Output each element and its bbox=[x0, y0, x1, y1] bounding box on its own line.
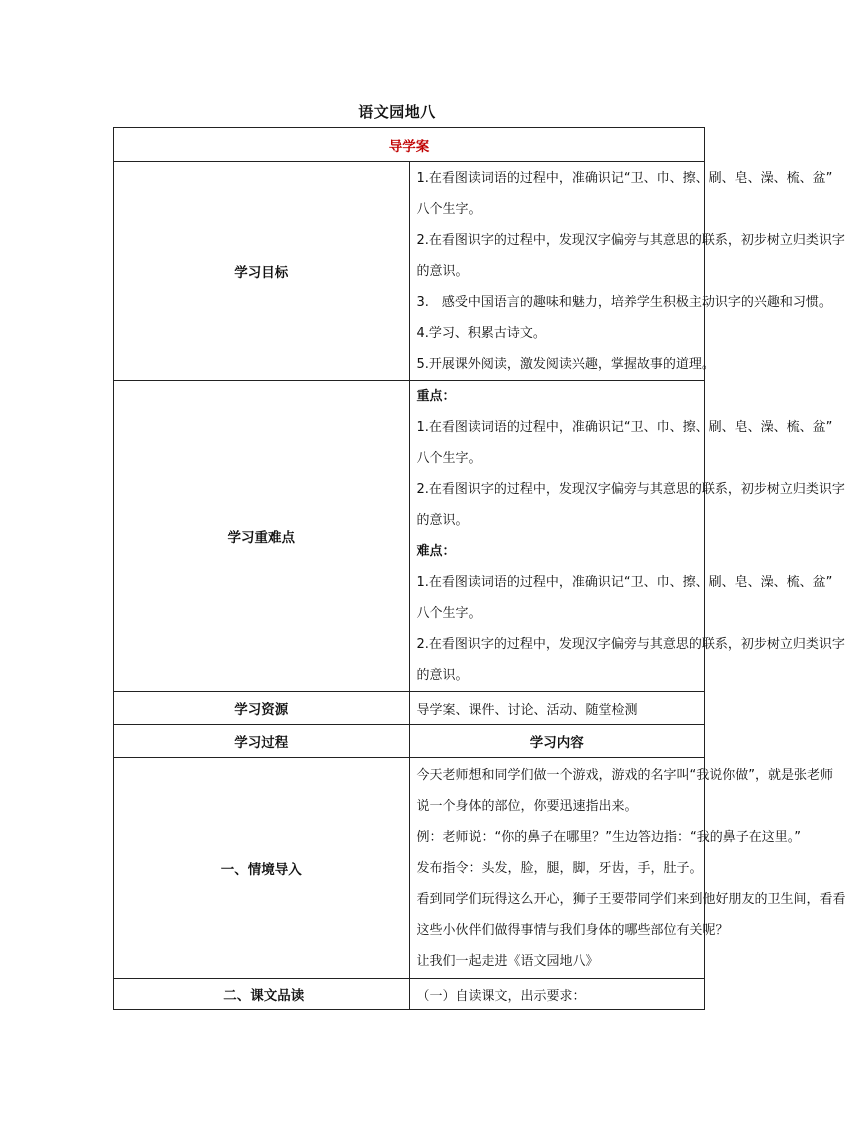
intro-line: 说一个身体的部位，你要迅速指出来。 bbox=[416, 798, 638, 814]
intro-line: 例：老师说：“你的鼻子在哪里？”生边答边指：“我的鼻子在这里。” bbox=[416, 829, 801, 845]
objective-line: 5.开展课外阅读，激发阅读兴趣，掌握故事的道理。 bbox=[416, 356, 715, 372]
lesson-plan-table bbox=[113, 127, 846, 1010]
document-title: 语文园地八 bbox=[358, 103, 436, 121]
objective-line: 八个生字。 bbox=[416, 201, 482, 217]
key-points-row bbox=[114, 381, 705, 692]
focus-line: 1.在看图读词语的过程中，准确识记“卫、巾、擦、刷、皂、澡、梳、盆” bbox=[416, 420, 833, 435]
intro-line: 让我们一起走进《语文园地八》 bbox=[416, 953, 599, 969]
focus-line: 的意识。 bbox=[416, 513, 469, 528]
key-points-label: 学习重难点 bbox=[114, 381, 410, 692]
intro-line: 看到同学们玩得这么开心，狮子王要带同学们来到他好朋友的卫生间，看看 bbox=[416, 891, 846, 907]
objective-line: 3. 感受中国语言的趣味和魅力，培养学生积极主动识字的兴趣和习惯。 bbox=[416, 294, 832, 310]
table-header: 导学案 bbox=[114, 128, 705, 162]
difficulty-heading: 难点： bbox=[416, 544, 456, 559]
objectives-row bbox=[114, 162, 705, 381]
intro-row bbox=[114, 758, 705, 979]
objective-line: 的意识。 bbox=[416, 263, 469, 279]
reading-value: （一）自读课文，出示要求： bbox=[409, 979, 705, 1010]
objectives-content bbox=[409, 162, 845, 381]
objective-line: 2.在看图识字的过程中，发现汉字偏旁与其意思的联系，初步树立归类识字 bbox=[416, 232, 845, 248]
objective-line: 1.在看图读词语的过程中，准确识记“卫、巾、擦、刷、皂、澡、梳、盆” bbox=[416, 170, 833, 186]
focus-line: 八个生字。 bbox=[416, 451, 482, 466]
reading-label: 二、课文品读 bbox=[114, 979, 410, 1010]
resources-label: 学习资源 bbox=[114, 692, 410, 725]
key-points-content bbox=[409, 381, 845, 692]
intro-line: 发布指令：头发，脸，腿，脚，牙齿，手，肚子。 bbox=[416, 860, 703, 876]
intro-line: 今天老师想和同学们做一个游戏，游戏的名字叫“我说你做”，就是张老师 bbox=[416, 767, 833, 783]
intro-line: 这些小伙伴们做得事情与我们身体的哪些部位有关呢？ bbox=[416, 922, 729, 938]
intro-content bbox=[409, 758, 846, 979]
objectives-label: 学习目标 bbox=[114, 162, 410, 381]
focus-heading: 重点： bbox=[416, 389, 456, 404]
objective-line: 4.学习、积累古诗文。 bbox=[416, 325, 546, 341]
focus-line: 2.在看图识字的过程中，发现汉字偏旁与其意思的联系，初步树立归类识字 bbox=[416, 482, 845, 497]
intro-label: 一、情境导入 bbox=[114, 758, 410, 979]
process-header-row bbox=[114, 725, 705, 758]
difficulty-line: 1.在看图读词语的过程中，准确识记“卫、巾、擦、刷、皂、澡、梳、盆” bbox=[416, 575, 833, 590]
difficulty-line: 的意识。 bbox=[416, 668, 469, 683]
process-header-right: 学习内容 bbox=[409, 725, 705, 758]
header-row bbox=[114, 128, 705, 162]
resources-value: 导学案、课件、讨论、活动、随堂检测 bbox=[409, 692, 705, 725]
process-header-left: 学习过程 bbox=[114, 725, 410, 758]
reading-row bbox=[114, 979, 705, 1010]
resources-row bbox=[114, 692, 705, 725]
difficulty-line: 八个生字。 bbox=[416, 606, 482, 621]
difficulty-line: 2.在看图识字的过程中，发现汉字偏旁与其意思的联系，初步树立归类识字 bbox=[416, 637, 845, 652]
